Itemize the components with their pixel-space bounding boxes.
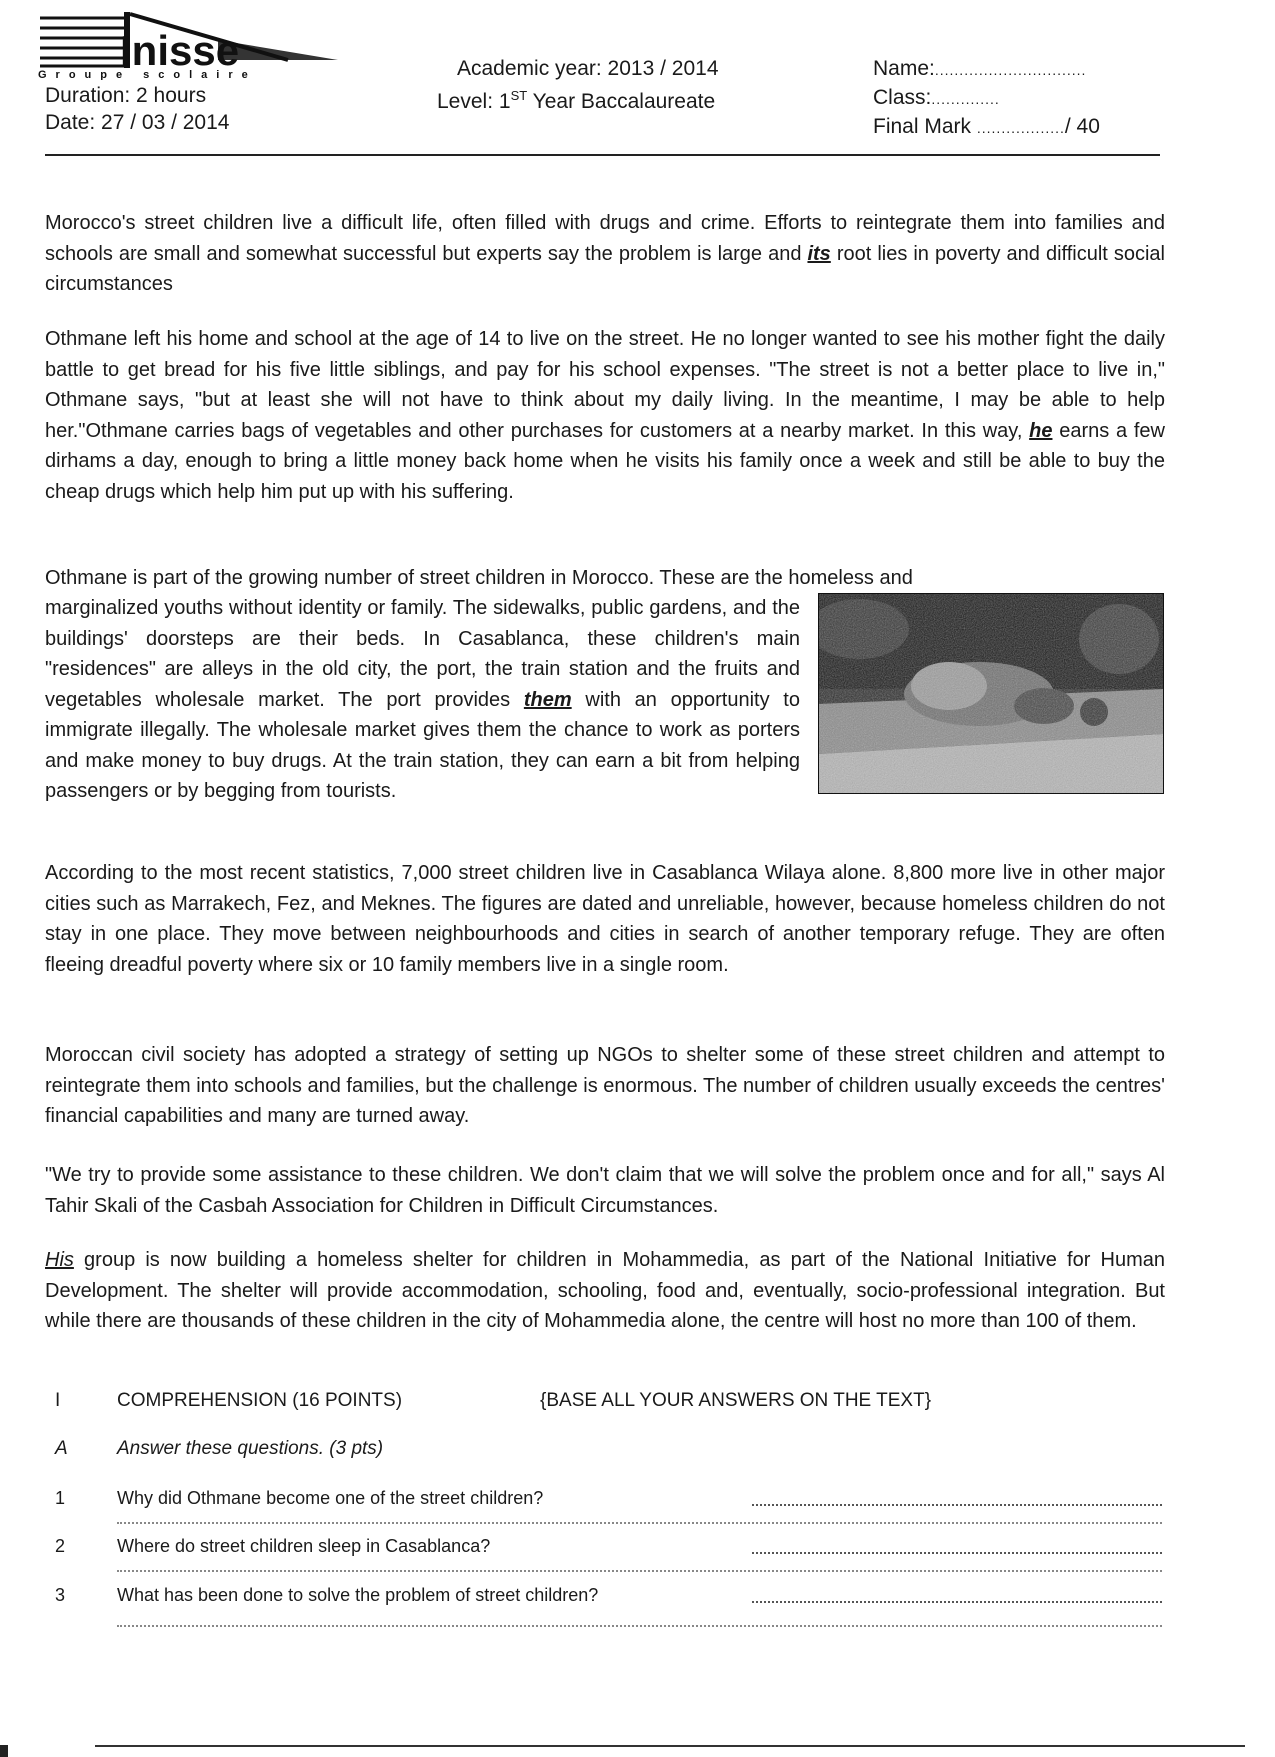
paragraph-7: His group is now building a homeless shelter for children in Mohammedia, as part of the National Initiative for Human Development. The shelter will provide accommodation, schooling, food and, eventually, socio-professional integration. But while there are thousands of these children in the city of Mohammedia alone, the centre will host no more than 100 of them. <box>45 1249 1165 1332</box>
street-child-photo <box>818 593 1164 794</box>
name-field[interactable]: Name:............................... <box>873 57 1087 80</box>
reference-them: them <box>523 688 572 711</box>
final-mark-field[interactable]: Final Mark ................../ 40 <box>873 115 1100 138</box>
paragraph-2: Othmane left his home and school at the age of 14 to live on the street. He no longer wanted to see his mother fight the daily battle to get bread for his five little siblings, and pay for his school expenses. "The street is not a better place to live in," Othmane says, "but at least she will not have to think about my daily living. In the meantime, I may be able to help her."Othmane carries bags of vegetables and other purchases for customers at a nearby market. In this way, he earns a few dirhams a day, enough to bring a little money back home when he visits his family once a week and still be able to buy the cheap drugs which help him put up with his suffering. <box>45 328 1165 503</box>
duration: Duration: 2 hours <box>45 84 207 107</box>
exam-date: Date: 27 / 03 / 2014 <box>45 111 230 134</box>
paragraph-3-first-line: Othmane is part of the growing number of street children in Morocco. These are the homeless and <box>45 567 913 589</box>
paragraph-6: "We try to provide some assistance to these children. We don't claim that we will solve the problem once and for all," says Al Tahir Skali of the Casbah Association for Children in Difficult Circumstances. <box>45 1164 1165 1217</box>
section-title: COMPREHENSION (16 POINTS) <box>117 1390 403 1411</box>
answer-line[interactable] <box>752 1585 1162 1603</box>
reference-its: its <box>807 242 831 265</box>
header-rule <box>45 154 1160 156</box>
answer-line-continued[interactable] <box>117 1570 1162 1572</box>
footer-rule <box>95 1745 1245 1747</box>
paragraph-3: marginalized youths without identity or family. The sidewalks, public gardens, and the buildings' doorsteps are their beds. In Casablanca, these children's main "residences" are alleys in the old city, the port, the train station and the fruits and vegetables wholesale market. The port provides them with an opportunity to immigrate illegally. The wholesale market gives them the chance to work as porters and make money to buy drugs. At the train station, they can earn a bit from helping passengers or by begging from tourists. <box>45 597 800 802</box>
section-note: {BASE ALL YOUR ANSWERS ON THE TEXT} <box>540 1390 932 1411</box>
subsection-letter: A <box>55 1438 68 1459</box>
answer-line[interactable] <box>752 1536 1162 1554</box>
svg-text:Inisse: Inisse <box>120 27 240 74</box>
exam-page: Inisse Groupe scolaire Duration: 2 hours Date: 27 / 03 / 2014 Academic year: 2013 / 2014 Level: 1ST Year Baccalaureate Name:............................... Class:.............. Final Mark ................../ 40 Morocco's street children live a difficult life, often filled with drugs and crime. Efforts to reintegrate them into families and schools are small and somewhat successful but experts say the problem is large and its root lies in poverty and difficult social circumstances Othmane left his home and school at the age of 14 to live on the street. He no longer wanted to see his mother fight the daily battle to get bread for his five little siblings, and pay for his school expenses. "The street is not a better place to live in," Othmane says, "but at least she will not have to think about my daily living. In the meantime, I may be able to help her."Othmane carries bags of vegetables and other purchases for customers at a nearby market. In this way, he earns a few dirhams a day, enough to bring a little money back home when he visits his family once a week and still be able to buy the cheap drugs which help him put up with his suffering. Othmane is part of the growing number of street children in Morocco. These are the homeless and marginalized youths without identity or family. The sidewalks, public gardens, and the buildings' doorsteps are their beds. In Casablanca, these children's main "residences" are alleys in the old city, the port, the train station and the fruits and vegetables wholesale market. The port provides them with an opportunity to immigrate illegally. The wholesale market gives them the chance to work as porters and make money to buy drugs. At the train station, they can earn a bit from helping passengers or by begging from tourists. According to the most recent statistics, 7,000 street children live in Casablanca Wilaya alone. 8,800 more live in other major cities such as Marrakech, Fez, and Meknes. The figures are dated and unreliable, however, because homeless children do not stay in one place. They move between neighbourhoods and cities in search of another temporary refuge. They are often fleeing dreadful poverty where six or 10 family members live in a single room. Moroccan civil society has adopted a strategy of setting up NGOs to shelter some of these street children and attempt to reintegrate them into schools and families, but the challenge is enormous. The number of children usually exceeds the centres' financial capabilities and many are turned away. "We try to provide some assistance to these children. We don't claim that we will solve the problem once and for all," says Al Tahir Skali of the Casbah Association for Children in Difficult Circumstances. His group is now building a homeless shelter for children in Mohammedia, as part of the National Initiative for Human Development. The shelter will provide accommodation, schooling, food and, eventually, socio-professional integration. But while there are thousands of these children in the city of Mohammedia alone, the centre will host no more than 100 of them. I COMPREHENSION (16 POINTS) {BASE ALL YOUR ANSWERS ON THE TEXT} A Answer these questions. (3 pts) 1 Why did Othmane become one of the street children? 2 Where do street children sleep in Casablanca? 3 What has been done to solve the problem of street children? <box>0 0 1275 1757</box>
class-field[interactable]: Class:.............. <box>873 86 1000 109</box>
academic-year: Academic year: 2013 / 2014 <box>457 57 719 80</box>
header-middle <box>437 55 719 115</box>
header-right <box>873 55 1100 142</box>
answer-line-continued[interactable] <box>117 1625 1162 1627</box>
reference-his: His <box>45 1249 74 1271</box>
header-left <box>45 82 229 136</box>
answer-line-continued[interactable] <box>117 1522 1162 1524</box>
paragraph-5: Moroccan civil society has adopted a strategy of setting up NGOs to shelter some of these street children and attempt to reintegrate them into schools and families, but the challenge is enormous. The number of children usually exceeds the centres' financial capabilities and many are turned away. <box>45 1044 1165 1127</box>
section-number: I <box>55 1390 61 1411</box>
subsection-title: Answer these questions. (3 pts) <box>117 1438 384 1459</box>
paragraph-1: Morocco's street children live a difficult life, often filled with drugs and crime. Efforts to reintegrate them into families and schools are small and somewhat successful but experts say the problem is large and its root lies in poverty and difficult social circumstances <box>45 212 1165 295</box>
paragraph-4: According to the most recent statistics, 7,000 street children live in Casablanca Wilaya alone. 8,800 more live in other major cities such as Marrakech, Fez, and Meknes. The figures are dated and unreliable, however, because homeless children do not stay in one place. They move between neighbourhoods and cities in search of another temporary refuge. They are often fleeing dreadful poverty where six or 10 family members live in a single room. <box>45 862 1165 976</box>
level: Level: 1ST Year Baccalaureate <box>437 88 716 113</box>
school-logo <box>38 8 338 80</box>
svg-text:Groupe scolaire: Groupe scolaire <box>38 69 257 80</box>
answer-line[interactable] <box>752 1488 1162 1506</box>
scan-mark <box>0 1745 8 1757</box>
reference-he: he <box>1029 419 1053 442</box>
